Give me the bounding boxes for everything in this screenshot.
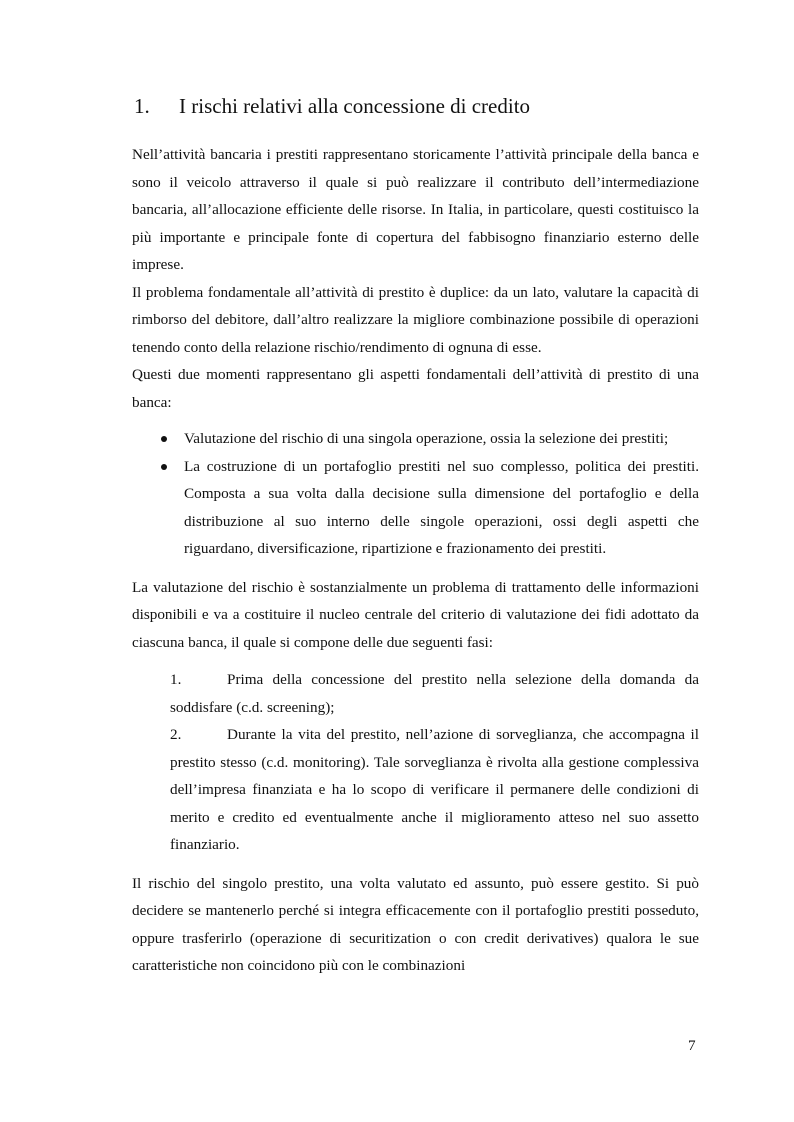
list-item-number: 2.	[170, 726, 182, 743]
section-title: I rischi relativi alla concessione di credito	[179, 94, 531, 118]
list-item	[170, 721, 699, 859]
paragraph-intro: Nell’attività bancaria i prestiti rappresentano storicamente l’attività principale della banca e sono il veicolo attraverso il quale si può realizzare il contributo dell’intermediazione bancaria, all’allocazione efficiente delle risorse. In Italia, in particolare, questi costituisco la più importante e principale fonte di copertura del fabbisogno finanziario esterno delle imprese.	[132, 146, 699, 273]
list-item-text: Durante la vita del prestito, nell’azione di sorveglianza, che accompagna il prestito stesso (c.d. monitoring). Tale sorveglianza è rivolta alla gestione complessiva dell’impresa finanziata e ha lo scopo di verificare il permanere delle condizioni di merito e credito ed eventualmente anche il miglioramento atteso nel suo assetto finanziario.	[170, 726, 699, 853]
paragraph-moments: Questi due momenti rappresentano gli aspetti fondamentali dell’attività di prestito di una banca:	[132, 366, 699, 411]
section-number: 1.	[134, 94, 150, 118]
numbered-list	[170, 666, 699, 859]
list-item-text: Prima della concessione del prestito nella selezione della domanda da soddisfare (c.d. screening);	[170, 671, 699, 716]
paragraph-management: Il rischio del singolo prestito, una volta valutato ed assunto, può essere gestito. Si può decidere se mantenerlo perché si integra efficacemente con il portafoglio prestiti posseduto, oppure trasferirlo (operazione di securitization o con credit derivatives) qualora le sue caratteristiche non coincidono più con le combinazioni	[132, 874, 699, 974]
list-item-text: La costruzione di un portafoglio prestiti nel suo complesso, politica dei prestiti. Composta a sua volta dalla decisione sulla dimensione del portafoglio e della distribuzione al suo interno delle singole operazioni, ossi degli aspetti che riguardano, diversificazione, ripartizione e frazionamento dei prestiti.	[184, 457, 699, 557]
paragraph-problem: Il problema fondamentale all’attività di prestito è duplice: da un lato, valutare la capacità di rimborso del debitore, dall’altro realizzare la migliore combinazione possibile di operazioni tenendo conto della relazione rischio/rendimento di ognuna di esse.	[132, 283, 699, 356]
list-item	[132, 425, 699, 453]
list-item	[170, 666, 699, 721]
list-item	[132, 453, 699, 563]
bullet-list	[132, 425, 699, 563]
list-item-text: Valutazione del rischio di una singola operazione, ossia la selezione dei prestiti;	[184, 430, 669, 447]
body-text	[132, 141, 699, 980]
page-number: 7	[688, 1037, 696, 1054]
list-item-number: 1.	[170, 671, 182, 688]
section-heading	[134, 92, 530, 120]
paragraph-evaluation: La valutazione del rischio è sostanzialmente un problema di trattamento delle informazioni disponibili e va a costituire il nucleo centrale del criterio di valutazione dei fidi adottato da ciascuna banca, il quale si compone delle due seguenti fasi:	[132, 578, 699, 651]
bullet-icon	[161, 436, 167, 442]
bullet-icon	[161, 464, 167, 470]
